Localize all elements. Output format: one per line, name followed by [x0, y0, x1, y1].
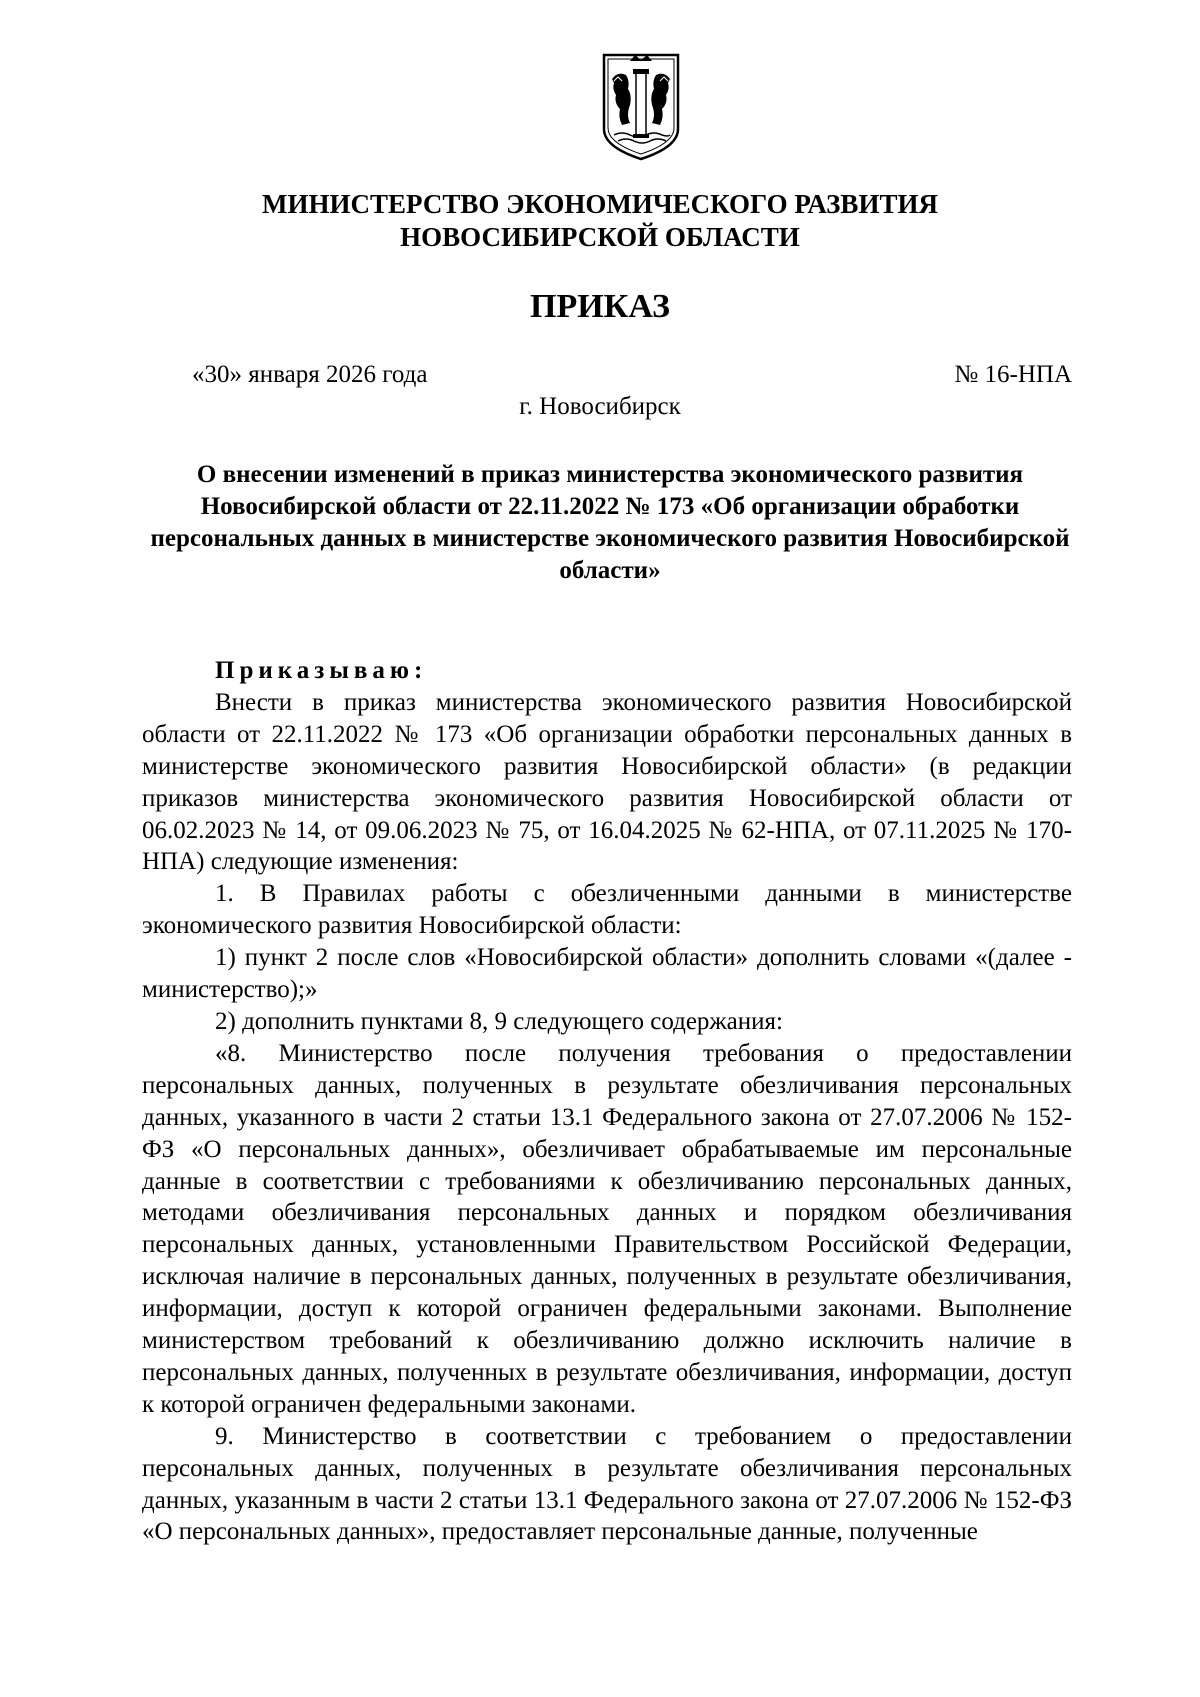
body-paragraph: «8. Министерство после получения требования о предоставлении персональных данных, полученных в результате обезличивания персональных данных, указанного в части 2 статьи 13.1 Федерального закона от 27.07.2006 № 152-ФЗ «О персональных данных», обезличивает обрабатываемые им персональные данные в соответствии с требованиями к обезличиванию персональных данных, методами обезличивания персональных данных и порядком обезличивания персональных данных, установленными Правительством Российской Федерации, исключая наличие в персональных данных, полученных в результате обезличивания, информации, доступ к которой ограничен федеральными законами. Выполнение министерством требований к обезличиванию должно исключить наличие в персональных данных, полученных в результате обезличивания, информации, доступ к которой ограничен федеральными законами. [142, 1039, 1072, 1418]
body-paragraph: 1) пункт 2 после слов «Новосибирской области» дополнить словами «(далее - министерство);» [142, 944, 1072, 1004]
order-number: № 16-НПА [954, 361, 1072, 388]
coat-of-arms-emblem [600, 51, 682, 163]
body-paragraph: 9. Министерство в соответствии с требованием о предоставлении персональных данных, полученных в результате обезличивания персональных данных, указанным в части 2 статьи 13.1 Федерального закона от 27.07.2006 № 152-ФЗ «О персональных данных», предоставляет персональные данные, полученные [142, 1422, 1072, 1546]
order-directive-word: Приказываю: [215, 657, 428, 684]
ministry-name [0, 188, 1200, 254]
body-paragraph: Внести в приказ министерства экономического развития Новосибирской области от 22.11.2022 № 173 «Об организации обработки персональных данных в министерстве экономического развития Новосибирской области» (в редакции приказов министерства экономического развития Новосибирской области от 06.02.2023 № 14, от 09.06.2023 № 75, от 16.04.2025 № 62-НПА, от 07.11.2025 № 170-НПА) следующие изменения: [142, 688, 1072, 876]
order-subject: О внесении изменений в приказ министерства экономического развития Новосибирской области от 22.11.2022 № 173 «Об организации обработки персональных данных в министерстве экономического развития Новосибирской области» [150, 461, 1070, 584]
ministry-name-line2: НОВОСИБИРСКОЙ ОБЛАСТИ [400, 222, 800, 252]
order-body [142, 655, 1072, 1548]
body-paragraph: 2) дополнить пунктами 8, 9 следующего содержания: [215, 1007, 783, 1035]
document-type-title: ПРИКАЗ [530, 288, 670, 325]
order-date: «30» января 2026 года [192, 361, 428, 388]
ministry-name-line1: МИНИСТЕРСТВО ЭКОНОМИЧЕСКОГО РАЗВИТИЯ [262, 189, 938, 219]
coat-of-arms-icon [600, 51, 682, 163]
order-city: г. Новосибирск [519, 393, 681, 420]
body-paragraph: 1. В Правилах работы с обезличенными данными в министерстве экономического развития Новосибирской области: [142, 880, 1072, 940]
